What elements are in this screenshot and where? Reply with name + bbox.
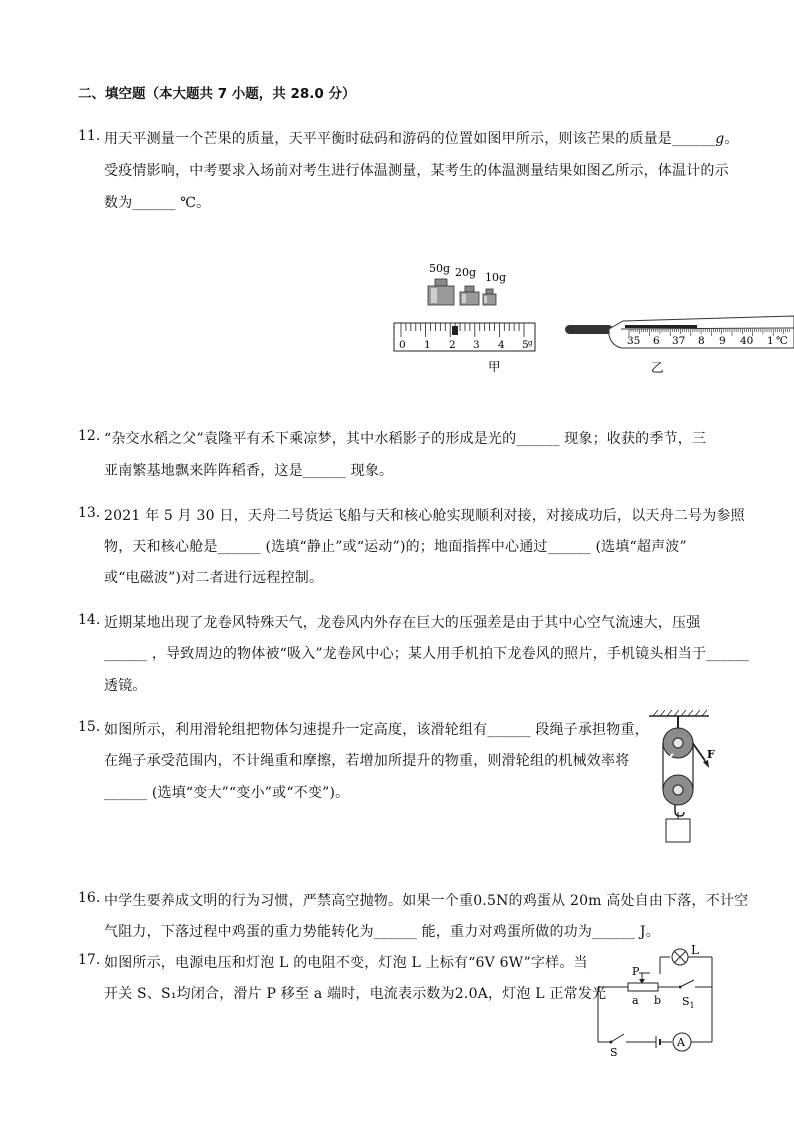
question-number: 14. xyxy=(78,612,101,628)
terminal-a-label: a xyxy=(632,994,639,1007)
ruler-tick-label: 4 xyxy=(498,339,505,351)
question-text-line: 受疫情影响，中考要求入场前对考生进行体温测量，某考生的体温测量结果如图乙所示，体温计的示 xyxy=(104,163,729,179)
question-text-line: ______ ，导致周边的物体被“吸入”龙卷风中心；某人用手机拍下龙卷风的照片，手机镜头相当于______ xyxy=(104,646,750,662)
question-text-line: 在绳子承受范围内，不计绳重和摩擦，若增加所提升的物重，则滑轮组的机械效率将 xyxy=(104,753,630,769)
question-text-line: 用天平测量一个芒果的质量，天平平衡时砝码和游码的位置如图甲所示，则该芒果的质量是______g。 xyxy=(104,131,739,147)
weight-20g-icon xyxy=(460,286,479,305)
question-text-line: ______ (选填“变大”“变小”或“不变”)。 xyxy=(104,785,350,801)
ruler-tick-label: 1 xyxy=(424,339,431,351)
thermo-tick-label: 37 xyxy=(672,335,686,347)
balance-thermometer-figure xyxy=(385,255,794,380)
weight-label: 10g xyxy=(485,271,507,284)
figure-label-jia: 甲 xyxy=(488,359,501,374)
question-text-line: 开关 S、S₁均闭合，滑片 P 移至 a 端时，电流表示数为2.0A，灯泡 L 正常发光 xyxy=(104,986,607,1002)
switch-s-icon xyxy=(611,1034,624,1042)
question-text-line: 2021 年 5 月 30 日，天舟二号货运飞船与天和核心舱实现顺利对接，对接成功后，以天舟二号为参照 xyxy=(104,508,745,524)
thermo-tick-label: 35 xyxy=(627,335,641,347)
ruler-tick-label: 5 xyxy=(522,339,529,351)
hook-icon xyxy=(675,805,684,816)
switch-s1-icon xyxy=(680,980,694,987)
question-number: 16. xyxy=(78,890,101,906)
section-title: 二、填空题（本大题共 7 小题，共 28.0 分） xyxy=(78,86,356,102)
switch-s1-label: $S_1$ xyxy=(682,995,695,1010)
question-text-line: 近期某地出现了龙卷风特殊天气，龙卷风内外存在巨大的压强差是由于其中心空气流速大，压强 xyxy=(104,615,701,631)
question-text-line: 中学生要养成文明的行为习惯，严禁高空抛物。如果一个重0.5N的鸡蛋从 20m 高处自由下落，不计空 xyxy=(104,893,749,909)
thermo-tick-label: 6 xyxy=(653,335,660,347)
circuit-diagram xyxy=(590,942,725,1062)
weight-10g-icon xyxy=(483,289,496,305)
ruler-tick-label: 0 xyxy=(399,339,406,351)
ruler-tick-label: 2 xyxy=(449,339,456,351)
question-text-line: 透镜。 xyxy=(104,678,147,694)
pulley-system-figure xyxy=(645,708,725,848)
thermo-tick-label: 40 xyxy=(740,335,754,347)
figure-label-yi: 乙 xyxy=(651,360,664,375)
question-number: 12. xyxy=(78,428,101,444)
question-number: 15. xyxy=(78,719,101,735)
weight-label: 50g xyxy=(429,262,451,275)
weight-label: 20g xyxy=(455,266,477,279)
terminal-b-label: b xyxy=(654,994,662,1007)
lamp-label: L xyxy=(691,943,699,957)
thermo-tick-label: 1 xyxy=(767,335,774,347)
question-text-line: 或“电磁波”)对二者进行远程控制。 xyxy=(104,570,324,586)
question-text-line: 气阻力，下落过程中鸡蛋的重力势能转化为______ 能，重力对鸡蛋所做的功为______ J。 xyxy=(104,924,660,940)
rider-marker xyxy=(452,326,458,335)
thermo-unit: ℃ xyxy=(776,335,788,347)
question-text-line: 数为______ ℃。 xyxy=(104,195,211,211)
question-text-line: 物，天和核心舱是______ (选填“静止”或“运动”)的；地面指挥中心通过______ (选填“超声波” xyxy=(104,539,687,555)
ammeter-label: A xyxy=(677,1036,685,1049)
thermo-tick-label: 8 xyxy=(698,335,705,347)
question-number: 13. xyxy=(78,505,101,521)
ruler-tick-label: 3 xyxy=(473,339,480,351)
rider-scale xyxy=(394,323,535,351)
slider-label: P xyxy=(632,965,640,978)
question-text-line: 亚南繁基地飘来阵阵稻香，这是______ 现象。 xyxy=(104,463,394,479)
question-text-line: 如图所示，电源电压和灯泡 L 的电阻不变，灯泡 L 上标有“6V 6W”字样。当 xyxy=(104,955,588,971)
ruler-unit: g xyxy=(528,339,533,347)
switch-s-label: S xyxy=(610,1046,618,1059)
question-text-line: “杂交水稻之父”袁隆平有禾下乘凉梦，其中水稻影子的形成是光的______ 现象；收获的季节，三 xyxy=(104,431,707,447)
question-number: 11. xyxy=(78,128,101,144)
weight-50g-icon xyxy=(428,279,454,305)
question-text-line: 如图所示，利用滑轮组把物体匀速提升一定高度，该滑轮组有______ 段绳子承担物重， xyxy=(104,722,649,738)
rheostat-icon xyxy=(628,983,658,991)
question-number: 17. xyxy=(78,952,101,968)
force-label: F xyxy=(707,748,715,761)
load-block xyxy=(666,819,690,842)
thermo-tick-label: 9 xyxy=(719,335,726,347)
